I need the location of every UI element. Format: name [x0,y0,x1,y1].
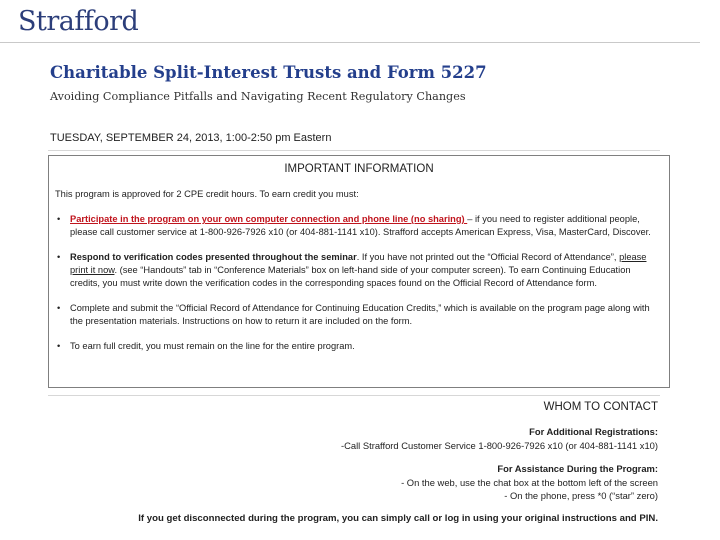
list-item [55,213,655,239]
page-title: Charitable Split-Interest Trusts and Form 5227 [50,63,487,82]
bullet-icon: • [57,302,61,313]
list-item [55,340,655,353]
info-intro: This program is approved for 2 CPE credit hours. To earn credit you must: [55,189,359,199]
registrations-title: For Additional Registrations: [529,426,658,437]
date-divider [48,150,660,151]
verification-note-b: . (see “Handouts” tab in “Conference Materials” box on left-hand side of your computer screen). To earn Continuing Education credits, you must write down the verification codes in the corresponding spaces found on the Official Record of Attendance form. [70,264,631,288]
page-subtitle: Avoiding Compliance Pitfalls and Navigating Recent Regulatory Changes [50,90,466,103]
bullet-icon: • [57,341,61,352]
assistance-web-line: - On the web, use the chat box at the bottom left of the screen [401,477,658,488]
attendance-note: Complete and submit the “Official Record of Attendance for Continuing Education Credits,” which is available on the program page along with the presentation materials. Instructions on how to return it are included on the form. [70,302,650,326]
assistance-phone-line: - On the phone, press *0 (“star” zero) [504,490,658,501]
register-note: – if you need to register additional people, please call customer service at 1-800-926-7926 x10 (or 404-881-1141 x10). Strafford accepts American Express, Visa, MasterCard, Discover. [70,214,651,237]
registrations-line: -Call Strafford Customer Service 1-800-926-7926 x10 (or 404-881-1141 x10) [340,440,658,451]
list-item [55,251,655,289]
print-now-link[interactable]: please print it now [70,252,647,275]
event-date: TUESDAY, SEPTEMBER 24, 2013, 1:00-2:50 pm Eastern [50,132,332,144]
header-divider [0,42,700,43]
important-information-box [48,155,670,388]
list-item [55,302,655,328]
requirements-list [55,213,655,353]
full-credit-note: To earn full credit, you must remain on the line for the entire program. [70,341,355,352]
contact-section [58,396,658,502]
assistance-title: For Assistance During the Program: [497,463,658,474]
bullet-icon: • [57,214,61,224]
verification-requirement: Respond to verification codes presented throughout the seminar [70,252,357,263]
info-heading: IMPORTANT INFORMATION [284,163,434,175]
bullet-icon: • [57,252,61,263]
contact-heading: WHOM TO CONTACT [543,401,658,413]
disconnect-note: If you get disconnected during the program, you can simply call or log in using your original instructions and PIN. [138,513,658,524]
strafford-logo: Strafford [18,6,139,37]
verification-note-a: . If you have not printed out the “Official Record of Attendance”, [356,252,620,263]
sharing-requirement: Participate in the program on your own computer connection and phone line (no sharing) [70,214,468,224]
